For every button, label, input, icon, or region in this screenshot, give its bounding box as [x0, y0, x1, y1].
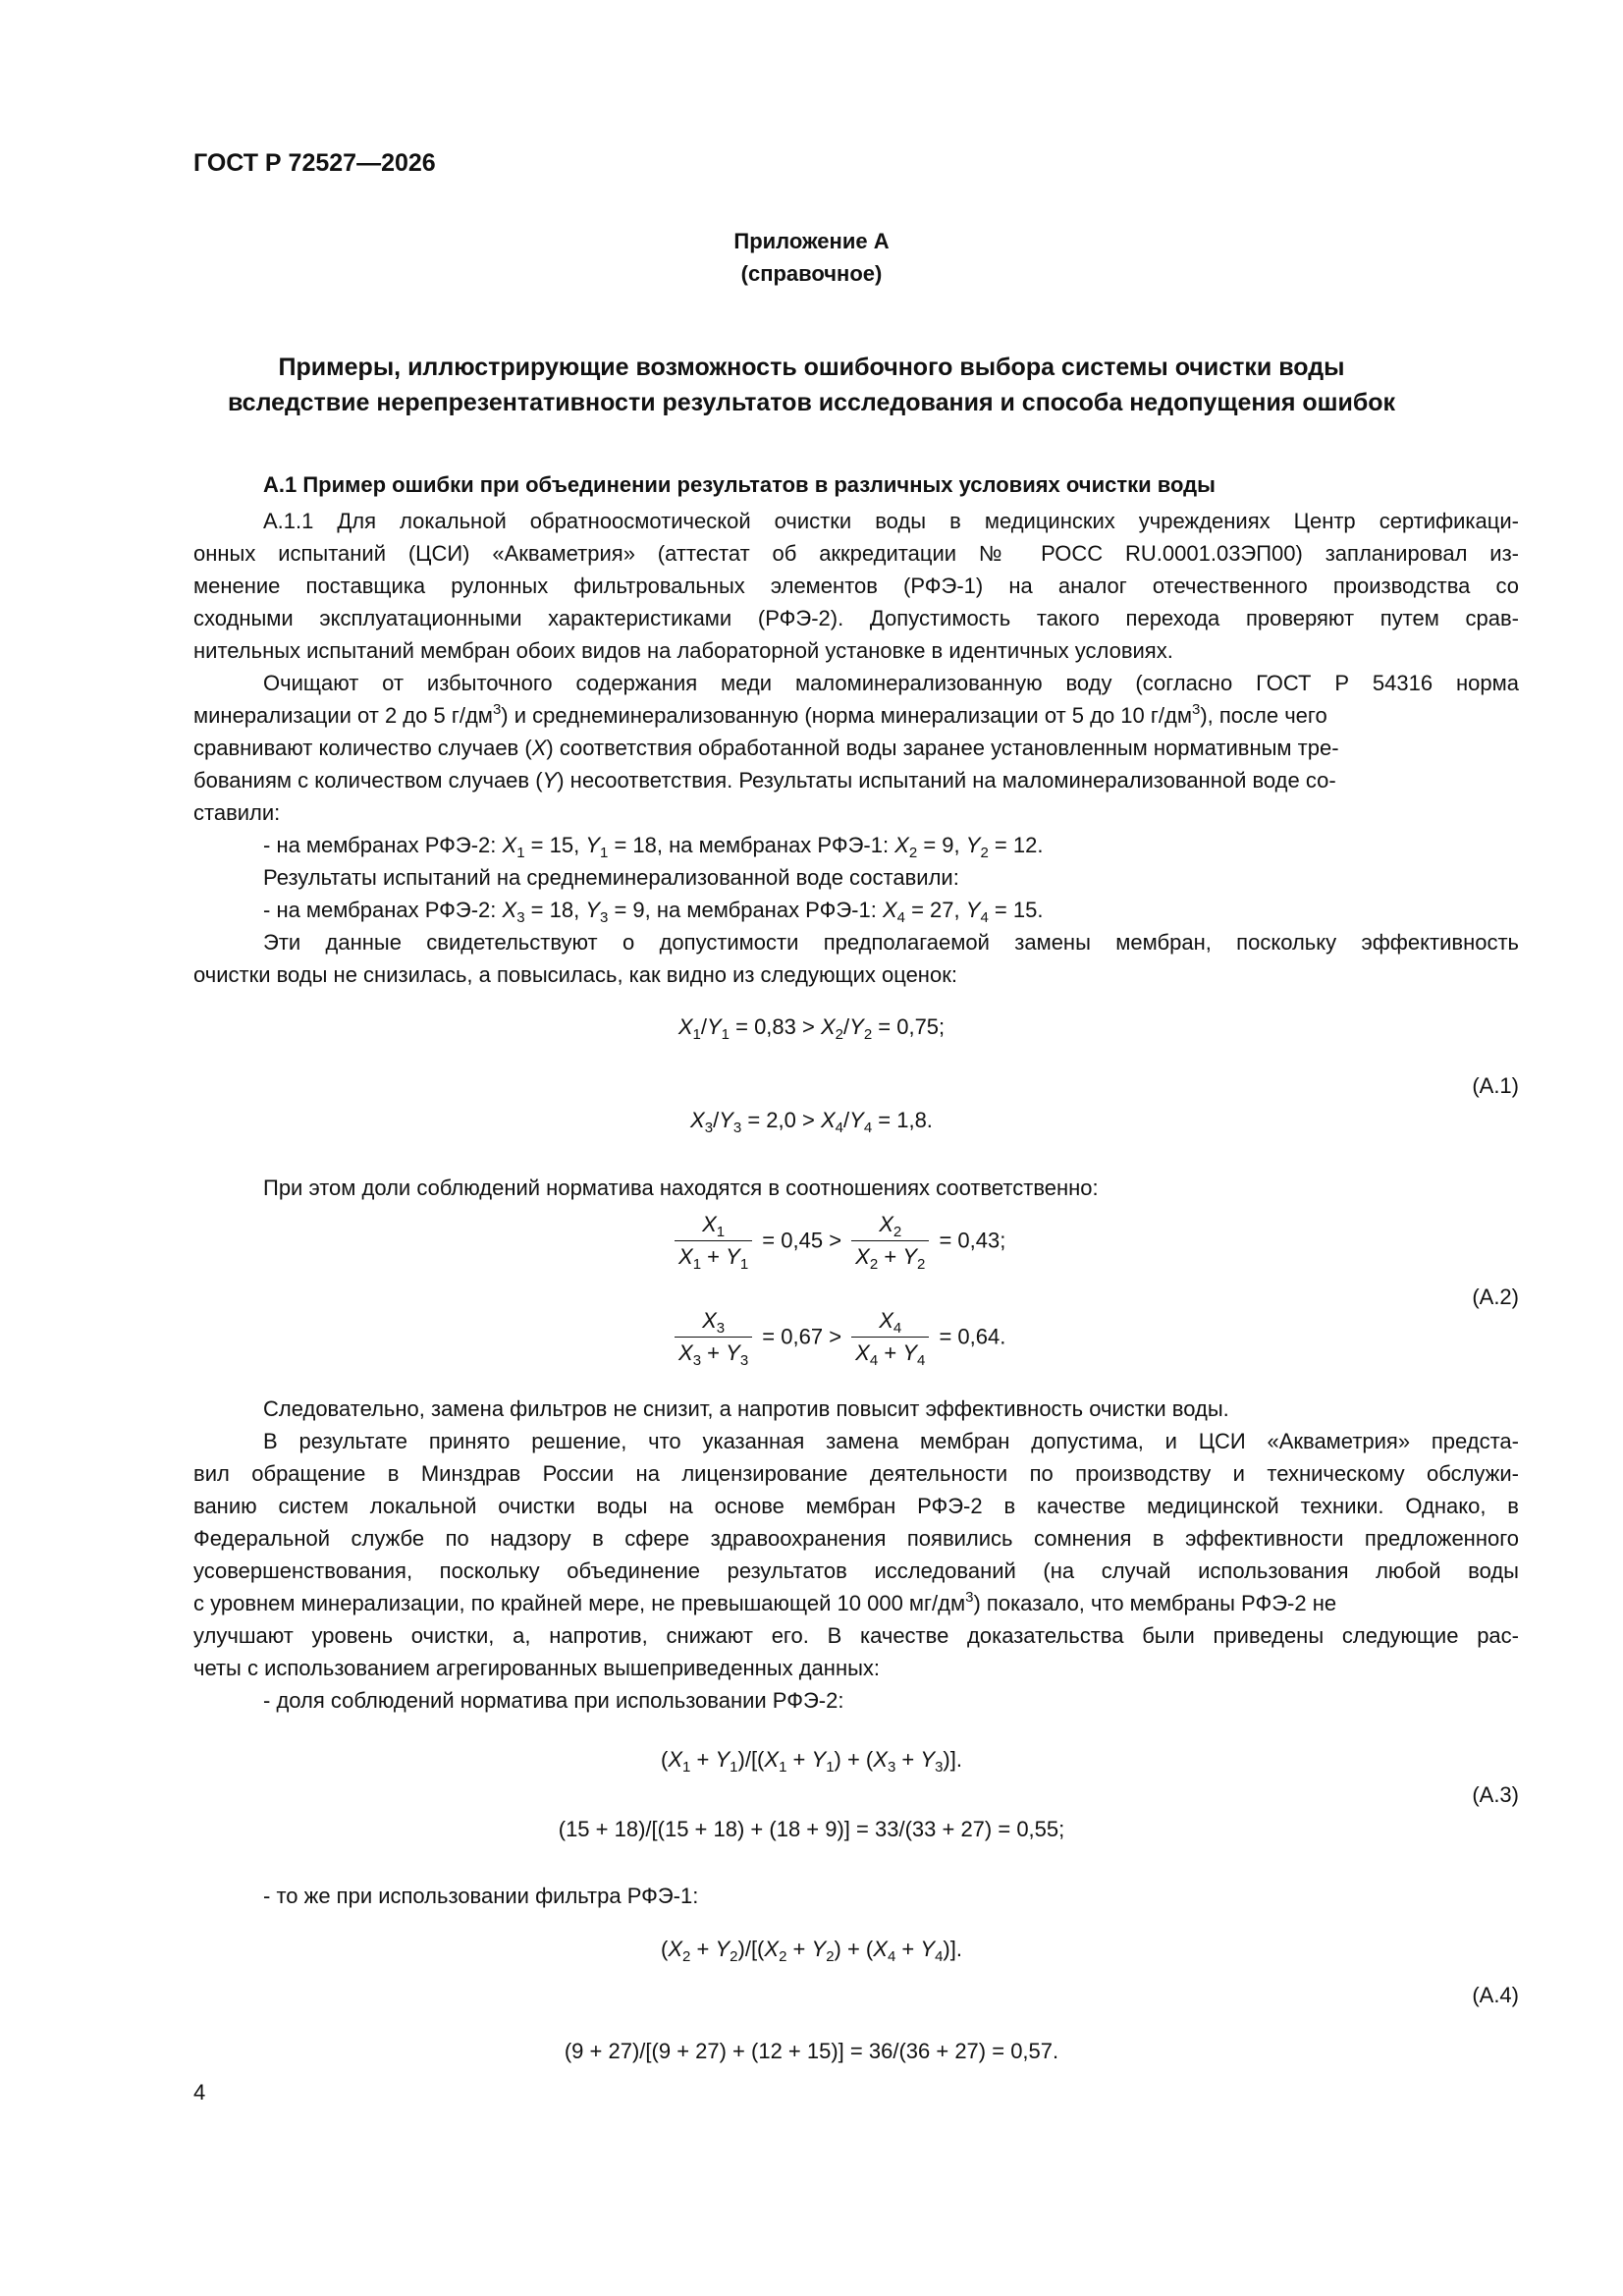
equation-label-a4: (А.4): [1472, 1983, 1519, 2007]
results-low-mineral: - на мембранах РФЭ-2: $X_1 = 15$, $Y_1 = 18$, на мембранах РФЭ-1: $X_2 = 9$, $Y_2 = 12$.: [263, 833, 1044, 861]
paragraph-conclusion: [193, 1393, 1519, 1717]
text-line: В результате принято решение, что указанная замена мембран допустима, и ЦСИ «Акваметрия» предста-: [263, 1429, 1519, 1453]
appendix-type: (справочное): [740, 261, 883, 286]
text-line: минерализации от 2 до 5 $г/дм^3$) и среднеминерализованную (норма минерализации от 5 до 10 $г/дм^3$), после чего: [193, 701, 1327, 728]
text-line: усовершенствования, поскольку объединение результатов исследований (на случай использования любой воды: [193, 1558, 1519, 1583]
results-intro-mid-mineral: Результаты испытаний на среднеминерализованной воде составили:: [263, 865, 959, 890]
equation-label-a1: (А.1): [1472, 1073, 1519, 1098]
text-line: с уровнем минерализации, по крайней мере, не превышающей 10 000 $мг/дм^3$) показало, что мембраны РФЭ-2 не: [193, 1589, 1337, 1615]
text-line: четы с использованием агрегированных вышеприведенных данных:: [193, 1656, 881, 1680]
text-line: вил обращение в Минздрав России на лицензирование деятельности по производству и техническому обслужи-: [193, 1461, 1519, 1486]
results-block: [193, 829, 1519, 991]
text-line: При этом доли соблюдений норматива находятся в соотношениях соответственно:: [263, 1175, 1099, 1200]
text-line: очистки воды не снизилась, а повысилась, как видно из следующих оценок:: [193, 962, 957, 987]
equation-a3-line1: $(X_1 + Y_1)/[(X_1 + Y_1) + (X_3 + Y_3)]$.: [661, 1747, 962, 1776]
results-mid-mineral: - на мембранах РФЭ-2: $X_3 = 18$, $Y_3 = 9$, на мембранах РФЭ-1: $X_4 = 27$, $Y_4 = 15$.: [263, 898, 1044, 926]
text-line: Эти данные свидетельствуют о допустимости предполагаемой замены мембран, поскольку эффективность: [263, 930, 1519, 955]
appendix-label: Приложение А: [733, 229, 890, 253]
text-line: нительных испытаний мембран обоих видов на лабораторной установке в идентичных условиях.: [193, 638, 1173, 663]
text-line: бованиям с количеством случаев (Y) несоответствия. Результаты испытаний на маломинерализованной воде со-: [193, 768, 1336, 793]
equation-a2-line1: $\frac{X_1}{X_1 + Y_1}$ = 0,45 > $\frac{X_2}{X_2 + Y_2}$ = 0,43;: [671, 1212, 1005, 1270]
fraction: $\frac{X_3}{X_3 + Y_3}$: [675, 1308, 752, 1366]
text-line: Очищают от избыточного содержания меди маломинерализованную воду (согласно ГОСТ Р 54316 норма: [263, 671, 1519, 695]
equation-a2-line2: $\frac{X_3}{X_3 + Y_3}$ = 0,67 > $\frac{X_4}{X_4 + Y_4}$ = 0,64.: [671, 1308, 1005, 1366]
document-code: ГОСТ Р 72527—2026: [193, 149, 436, 177]
equation-label-a2: (А.2): [1472, 1285, 1519, 1309]
paragraph-a11: [193, 505, 1519, 667]
fraction: $\frac{X_1}{X_1 + Y_1}$: [675, 1212, 752, 1270]
page-number: 4: [193, 2080, 206, 2105]
equation-a1-line2: $X_3/Y_3 = 2,0 > X_4/Y_4 = 1,8$.: [690, 1108, 933, 1136]
text-line: менение поставщика рулонных фильтровальных элементов (РФЭ-1) на аналог отечественного производства со: [193, 574, 1519, 598]
text-line: ванию систем локальной очистки воды на основе мембран РФЭ-2 в качестве медицинской техники. Однако, в: [193, 1494, 1519, 1518]
appendix-title-line1: Примеры, иллюстрирующие возможность ошибочного выбора системы очистки воды: [278, 354, 1345, 381]
fraction: $\frac{X_4}{X_4 + Y_4}$: [851, 1308, 929, 1366]
text-line: ставили:: [193, 800, 281, 825]
bullet-rfe1: - то же при использовании фильтра РФЭ-1:: [263, 1884, 699, 1908]
equation-a1-line1: $X_1/Y_1 = 0,83 > X_2/Y_2 = 0,75$;: [677, 1014, 946, 1043]
equation-a4-line1: $(X_2 + Y_2)/[(X_2 + Y_2) + (X_4 + Y_4)]$.: [661, 1937, 962, 1965]
text-line: Следовательно, замена фильтров не снизит, а напротив повысит эффективность очистки воды.: [263, 1396, 1229, 1421]
paragraph-method: [193, 667, 1519, 829]
equation-a4-line2: (9 + 27)/[(9 + 27) + (12 + 15)] = 36/(36 + 27) = 0,57.: [564, 2039, 1059, 2063]
section-heading: А.1 Пример ошибки при объединении результатов в различных условиях очистки воды: [263, 472, 1216, 497]
text-line: сходными эксплуатационными характеристиками (РФЭ-2). Допустимость такого перехода проверяют путем срав-: [193, 606, 1519, 630]
appendix-title-line2: вследствие нерепрезентативности результатов исследования и способа недопущения ошибок: [227, 389, 1396, 416]
equation-label-a3: (А.3): [1472, 1782, 1519, 1807]
text-line: Федеральной службе по надзору в сфере здравоохранения появились сомнения в эффективности предложенного: [193, 1526, 1519, 1551]
equation-a3-line2: (15 + 18)/[(15 + 18) + (18 + 9)] = 33/(33 + 27) = 0,55;: [558, 1817, 1065, 1841]
fraction: $\frac{X_2}{X_2 + Y_2}$: [851, 1212, 929, 1270]
bullet-rfe2: - доля соблюдений норматива при использовании РФЭ-2:: [263, 1688, 844, 1713]
text-line: А.1.1 Для локальной обратноосмотической очистки воды в медицинских учреждениях Центр сертификаци-: [263, 509, 1519, 533]
text-line: сравнивают количество случаев (X) соответствия обработанной воды заранее установленным нормативным тре-: [193, 736, 1339, 760]
text-line: онных испытаний (ЦСИ) «Акваметрия» (аттестат об аккредитации № РОСС RU.0001.03ЭП00) запланировал из-: [193, 541, 1519, 566]
text-line: улучшают уровень очистки, а, напротив, снижают его. В качестве доказательства были приведены следующие рас-: [193, 1623, 1519, 1648]
